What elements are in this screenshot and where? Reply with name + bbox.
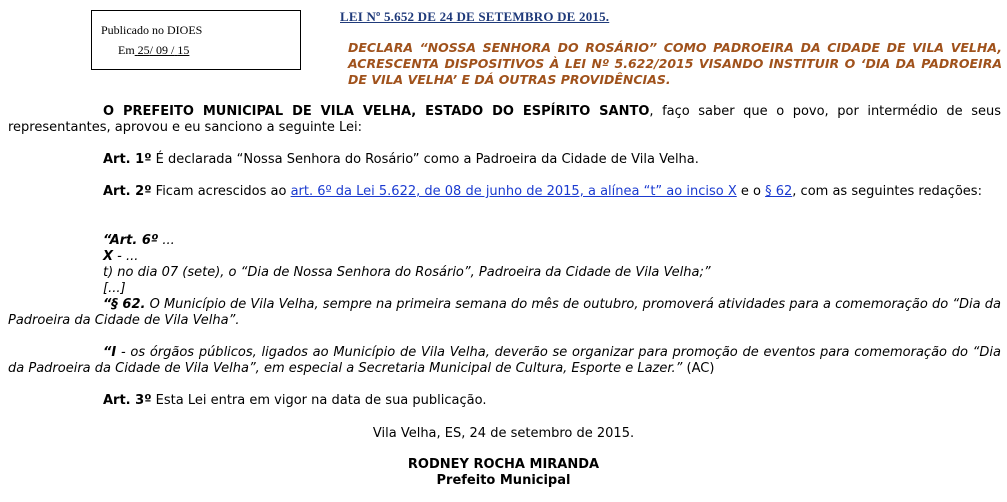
article-3-label: Art. 3º <box>103 393 152 408</box>
preamble-authority: O PREFEITO MUNICIPAL DE VILA VELHA, ESTADO DO ESPÍRITO SANTO <box>103 104 650 119</box>
place-date: Vila Velha, ES, 24 de setembro de 2015. <box>372 426 635 441</box>
article-3 <box>8 393 1001 409</box>
preamble <box>8 104 1001 136</box>
quote-inciso-i: “I - os órgãos públicos, ligados ao Município de Vila Velha, deverão se organizar para promoção de eventos para comemoração do “Dia da Padroeira da Cidade de Vila Velha”, em especial a Secretaria Municipal de Cultura, Esporte e Lazer.” (AC) <box>8 345 1001 376</box>
stamp-em-label: Em <box>118 43 135 57</box>
law-5622-link[interactable]: art. 6º da Lei 5.622, de 08 de junho de 2015, a alínea “t” ao inciso X <box>290 184 737 199</box>
stamp-month: 09 <box>156 43 169 57</box>
article-2-label: Art. 2º <box>103 184 152 199</box>
preamble-text: , faço saber que o povo, por intermédio de seus representantes, aprovou e eu sanciono a seguinte Lei: <box>8 104 1001 135</box>
signer-role: Prefeito Municipal <box>436 473 571 488</box>
signer-name: RODNEY ROCHA MIRANDA <box>407 457 600 472</box>
law-summary: DECLARA “NOSSA SENHORA DO ROSÁRIO” COMO PADROEIRA DA CIDADE DE VILA VELHA, ACRESCENTA DISPOSITIVOS À LEI Nº 5.622/2015 VISANDO INSTITUIR O ‘DIA DA PADROEIRA DE VILA VELHA’ E DÁ OUTRAS PROVIDÊNCIAS. <box>348 40 1002 87</box>
publication-stamp <box>91 10 301 70</box>
quote-item-t: t) no dia 07 (sete), o “Dia de Nossa Senhora do Rosário”, Padroeira da Cidade de Vila Velha;” <box>103 265 711 280</box>
amendment-tag: (AC) <box>682 361 715 376</box>
quote-art6-label: “Art. 6º <box>103 233 159 248</box>
paragraph-62-link[interactable]: § 62 <box>765 184 793 199</box>
quote-inciso-x: X - ... <box>103 249 139 264</box>
quote-x-label: X <box>103 249 114 264</box>
article-1 <box>8 152 1001 168</box>
quote-inc1-label: “I <box>103 345 117 360</box>
quote-ellipsis: [...] <box>103 281 126 296</box>
stamp-line1: Publicado no DIOES <box>101 23 203 37</box>
article-2: Art. 2º Ficam acrescidos ao art. 6º da Lei 5.622, de 08 de junho de 2015, a alínea “t” ao inciso X e o § 62, com as seguintes redações: <box>103 184 982 199</box>
stamp-day: 25 <box>137 43 150 57</box>
quote-art6: “Art. 6º ... <box>103 233 175 248</box>
article-3-text: Esta Lei entra em vigor na data de sua publicação. <box>151 393 487 408</box>
stamp-year: 15 <box>177 43 190 57</box>
stamp-date-line: Em 25/ 09 / 15 <box>118 43 190 57</box>
law-title[interactable]: LEI Nº 5.652 DE 24 DE SETEMBRO DE 2015. <box>340 9 610 24</box>
quote-paragraph-62: “§ 62. O Município de Vila Velha, sempre na primeira semana do mês de outubro, promoverá atividades para a comemoração do “Dia da Padroeira da Cidade de Vila Velha”. <box>8 297 1001 328</box>
quote-p62-label: “§ 62. <box>103 297 146 312</box>
article-1-label: Art. 1º <box>103 152 152 167</box>
article-1-text: É declarada “Nossa Senhora do Rosário” como a Padroeira da Cidade de Vila Velha. <box>151 152 699 167</box>
